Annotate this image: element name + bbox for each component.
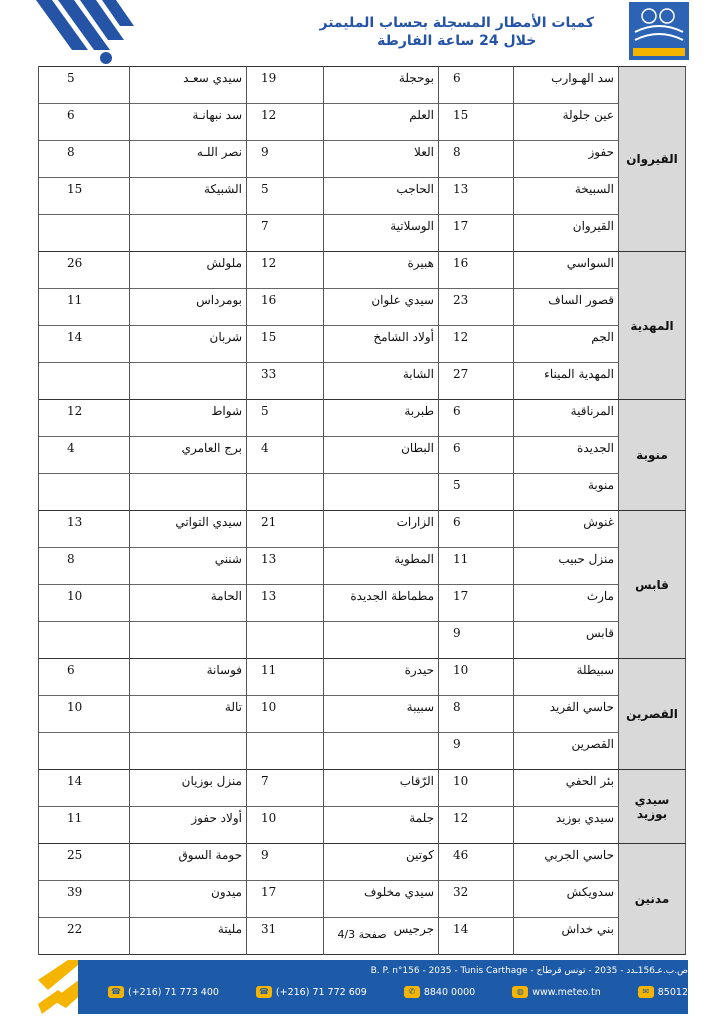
page-title: [320, 14, 595, 50]
station-name: [324, 733, 439, 770]
rain-value: 5: [439, 474, 514, 511]
station-name: قصور الساف: [514, 289, 619, 326]
station-name: الزارات: [324, 511, 439, 548]
rain-value: 25: [39, 844, 130, 881]
rain-value: 6: [439, 437, 514, 474]
rain-value: 8: [39, 141, 130, 178]
station-name: بوحجلة: [324, 67, 439, 104]
station-name: المطوية: [324, 548, 439, 585]
footer-fax-2: [256, 986, 367, 998]
station-name: [324, 474, 439, 511]
station-name: شربان: [130, 326, 247, 363]
rain-value: 14: [439, 918, 514, 955]
station-name: برج العامري: [130, 437, 247, 474]
table-row: [39, 622, 686, 659]
rain-value: 6: [439, 400, 514, 437]
station-name: الجديدة: [514, 437, 619, 474]
rain-value: 13: [247, 548, 324, 585]
rain-value: 13: [439, 178, 514, 215]
rain-value: 5: [39, 67, 130, 104]
station-name: منوبة: [514, 474, 619, 511]
fax-icon: ☎: [256, 986, 272, 998]
rain-value: 15: [39, 178, 130, 215]
rain-value: 5: [247, 400, 324, 437]
station-name: جرجيس: [324, 918, 439, 955]
rain-value: 14: [39, 770, 130, 807]
station-name: حيدرة: [324, 659, 439, 696]
rain-value: 10: [247, 807, 324, 844]
table-row: [39, 67, 686, 104]
station-name: سيدي التواتي: [130, 511, 247, 548]
rain-value: 9: [247, 141, 324, 178]
station-name: ملولش: [130, 252, 247, 289]
station-name: أولاد حفوز: [130, 807, 247, 844]
table-row: [39, 289, 686, 326]
station-name: منزل بوزيان: [130, 770, 247, 807]
station-name: ميدون: [130, 881, 247, 918]
station-name: سيدي علوان: [324, 289, 439, 326]
rain-value: [39, 474, 130, 511]
station-name: غنوش: [514, 511, 619, 548]
governorate-cell: قابس: [619, 511, 686, 659]
table-row: [39, 215, 686, 252]
table-row: [39, 585, 686, 622]
station-name: حومة السوق: [130, 844, 247, 881]
table-row: [39, 548, 686, 585]
rain-value: 6: [439, 511, 514, 548]
table-row: [39, 437, 686, 474]
rain-value: 8: [439, 141, 514, 178]
rain-value: 26: [39, 252, 130, 289]
table-row: [39, 474, 686, 511]
station-name: الشبيكة: [130, 178, 247, 215]
table-row: [39, 807, 686, 844]
globe-icon: ◍: [512, 986, 528, 998]
website-link[interactable]: www.meteo.tn: [532, 986, 601, 998]
rain-value: [247, 622, 324, 659]
footer-fax-1: [108, 986, 219, 998]
rain-value: 15: [247, 326, 324, 363]
page-footer: [38, 960, 688, 1014]
table-row: [39, 659, 686, 696]
rain-value: 10: [39, 585, 130, 622]
rain-value: 13: [247, 585, 324, 622]
station-name: طبربة: [324, 400, 439, 437]
page-number: صفحة 4/3: [337, 928, 387, 941]
station-name: القصرين: [514, 733, 619, 770]
station-name: جلمة: [324, 807, 439, 844]
table-row: [39, 400, 686, 437]
governorate-cell: المهدية: [619, 252, 686, 400]
station-name: بومرداس: [130, 289, 247, 326]
station-name: الرّقاب: [324, 770, 439, 807]
rain-value: 12: [247, 104, 324, 141]
table-row: [39, 252, 686, 289]
station-name: تالة: [130, 696, 247, 733]
rain-value: 4: [39, 437, 130, 474]
station-name: [130, 474, 247, 511]
rain-value: 10: [439, 770, 514, 807]
rain-value: 33: [247, 363, 324, 400]
rain-value: 5: [247, 178, 324, 215]
rain-value: [39, 363, 130, 400]
rain-value: 16: [247, 289, 324, 326]
table-row: [39, 696, 686, 733]
governorate-cell: القيروان: [619, 67, 686, 252]
rain-value: [247, 474, 324, 511]
table-row: [39, 770, 686, 807]
rain-value: 12: [247, 252, 324, 289]
station-name: [130, 215, 247, 252]
table-row: [39, 104, 686, 141]
station-name: الشابة: [324, 363, 439, 400]
table-row: [39, 844, 686, 881]
station-name: سبيبة: [324, 696, 439, 733]
table-row: [39, 178, 686, 215]
rain-value: 10: [439, 659, 514, 696]
rain-value: 17: [439, 215, 514, 252]
table-row: [39, 326, 686, 363]
rain-value: 8: [39, 548, 130, 585]
rain-value: [247, 733, 324, 770]
station-name: البطان: [324, 437, 439, 474]
rain-value: 11: [439, 548, 514, 585]
station-name: عين جلولة: [514, 104, 619, 141]
rain-value: 4: [247, 437, 324, 474]
rain-value: 12: [439, 807, 514, 844]
station-name: المهدية الميناء: [514, 363, 619, 400]
footer-sms: [638, 986, 688, 998]
footer-contacts: [108, 986, 688, 998]
station-name: [130, 363, 247, 400]
governorate-cell: منوبة: [619, 400, 686, 511]
station-name: هبيرة: [324, 252, 439, 289]
rainfall-table: [38, 66, 686, 955]
rain-value: 15: [439, 104, 514, 141]
station-name: حاسي الجربي: [514, 844, 619, 881]
footer-address: ص.ب.عـ156ـدد - 2035 - تونس قرطاج - B. P. n°156 - 2035 - Tunis Carthage: [370, 966, 688, 976]
table-row: [39, 733, 686, 770]
governorate-cell: مدنين: [619, 844, 686, 955]
station-name: أولاد الشامخ: [324, 326, 439, 363]
governorate-cell: سيدي بوزيد: [619, 770, 686, 844]
station-name: سبيطلة: [514, 659, 619, 696]
station-name: شنني: [130, 548, 247, 585]
rain-value: 6: [39, 659, 130, 696]
station-name: حاسي الفريد: [514, 696, 619, 733]
table-row: [39, 141, 686, 178]
station-name: [324, 622, 439, 659]
station-name: المرناقية: [514, 400, 619, 437]
green-number: 8840 0000: [423, 986, 476, 998]
rain-value: 6: [39, 104, 130, 141]
rain-value: 7: [247, 215, 324, 252]
table-row: [39, 511, 686, 548]
rain-value: 9: [439, 733, 514, 770]
station-name: السواسي: [514, 252, 619, 289]
station-name: سيدي بوزيد: [514, 807, 619, 844]
rain-value: 12: [439, 326, 514, 363]
rain-value: 21: [247, 511, 324, 548]
station-name: العلا: [324, 141, 439, 178]
sms-icon: ✉: [638, 986, 654, 998]
station-name: بني خداش: [514, 918, 619, 955]
station-name: [130, 733, 247, 770]
station-name: منزل حبيب: [514, 548, 619, 585]
rain-value: [39, 622, 130, 659]
rain-value: 12: [39, 400, 130, 437]
rain-value: 46: [439, 844, 514, 881]
table-row: [39, 881, 686, 918]
rain-value: [39, 215, 130, 252]
station-name: سد نبهانـة: [130, 104, 247, 141]
rain-value: 32: [439, 881, 514, 918]
station-name: الحاجب: [324, 178, 439, 215]
rain-value: 6: [439, 67, 514, 104]
station-name: الحامة: [130, 585, 247, 622]
station-name: حفوز: [514, 141, 619, 178]
station-name: القيروان: [514, 215, 619, 252]
station-name: قابس: [514, 622, 619, 659]
station-name: مارث: [514, 585, 619, 622]
rain-value: 10: [39, 696, 130, 733]
station-name: سيدي مخلوف: [324, 881, 439, 918]
fax-2-number: (+216) 71 772 609: [275, 986, 367, 998]
fax-icon: ☎: [108, 986, 124, 998]
rain-value: 16: [439, 252, 514, 289]
station-name: سيدي سعـد: [130, 67, 247, 104]
station-name: سد الهـوارب: [514, 67, 619, 104]
sms-number: 85012: [657, 986, 688, 998]
institute-logo-icon: [629, 2, 689, 60]
rain-value: 7: [247, 770, 324, 807]
rain-value: 17: [439, 585, 514, 622]
rain-value: [39, 733, 130, 770]
title-line-2: خلال 24 ساعة الفارطة: [377, 33, 537, 49]
rain-value: 13: [39, 511, 130, 548]
station-name: مطماطة الجديدة: [324, 585, 439, 622]
rain-value: 11: [39, 807, 130, 844]
station-name: سدويكش: [514, 881, 619, 918]
station-name: بئر الحفي: [514, 770, 619, 807]
rain-value: 17: [247, 881, 324, 918]
station-name: شواط: [130, 400, 247, 437]
phone-icon: ✆: [404, 986, 420, 998]
rain-value: 11: [247, 659, 324, 696]
rain-value: 23: [439, 289, 514, 326]
rain-value: 10: [247, 696, 324, 733]
station-name: الوسلاتية: [324, 215, 439, 252]
station-name: نصر اللـه: [130, 141, 247, 178]
station-name: كوتين: [324, 844, 439, 881]
governorate-cell: القصرين: [619, 659, 686, 770]
station-name: السبيخة: [514, 178, 619, 215]
rain-value: 8: [439, 696, 514, 733]
station-name: فوسانة: [130, 659, 247, 696]
station-name: الجم: [514, 326, 619, 363]
station-name: [130, 622, 247, 659]
fax-1-number: (+216) 71 773 400: [128, 986, 219, 998]
rain-value: 14: [39, 326, 130, 363]
rain-value: 9: [247, 844, 324, 881]
footer-green-number: [404, 986, 475, 998]
brand-stripes-icon: [28, 0, 138, 66]
station-name: العلم: [324, 104, 439, 141]
table-row: [39, 363, 686, 400]
rain-value: 9: [439, 622, 514, 659]
footer-website[interactable]: [512, 986, 601, 998]
rain-value: 27: [439, 363, 514, 400]
rain-value: 39: [39, 881, 130, 918]
rain-value: 31: [247, 918, 324, 955]
rain-value: 11: [39, 289, 130, 326]
rain-value: 22: [39, 918, 130, 955]
page-header: [0, 0, 724, 66]
rain-value: 19: [247, 67, 324, 104]
title-line-1: كميات الأمطار المسجلة بحساب المليمتر: [319, 15, 594, 31]
station-name: مليتة: [130, 918, 247, 955]
